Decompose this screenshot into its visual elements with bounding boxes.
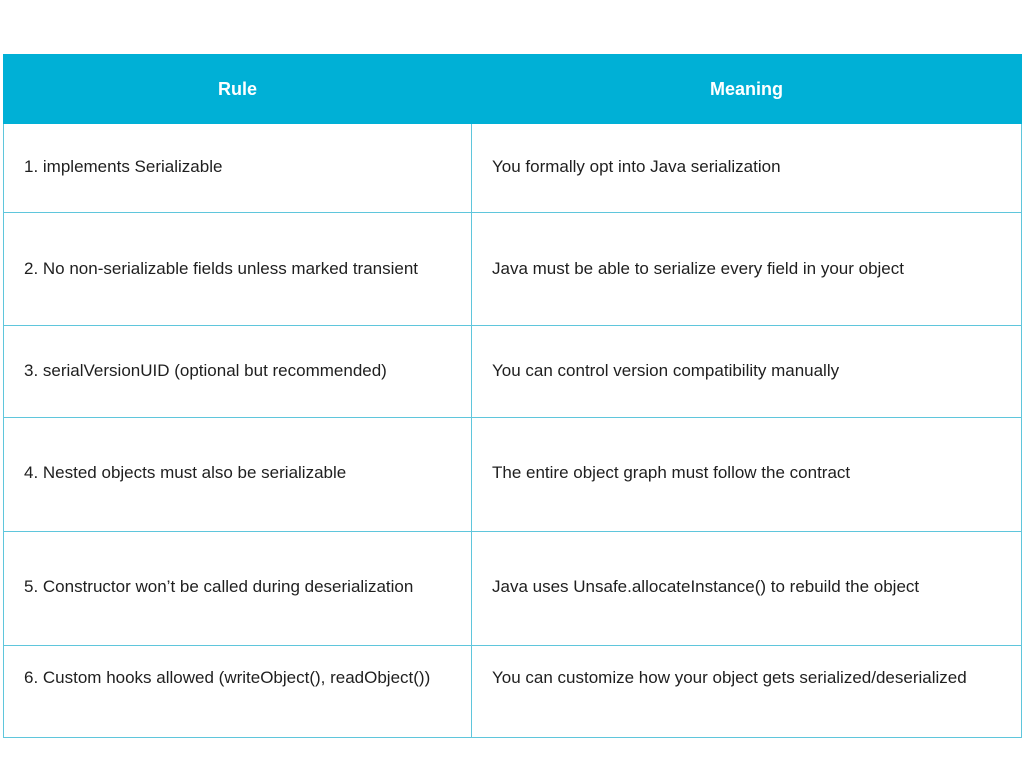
table-row — [4, 124, 1022, 213]
table-header — [4, 55, 1022, 124]
table-row — [4, 213, 1022, 326]
meaning-cell — [472, 124, 1022, 213]
meaning-cell — [472, 418, 1022, 532]
meaning-text: Java must be able to serialize every field in your object — [492, 259, 904, 278]
rule-text: 2. No non-serializable fields unless marked transient — [24, 259, 419, 278]
meaning-cell — [472, 532, 1022, 646]
table-row — [4, 532, 1022, 646]
rule-cell — [4, 418, 472, 532]
meaning-text: Java uses Unsafe.allocateInstance() to rebuild the object — [492, 577, 920, 596]
rule-text: 4. Nested objects must also be serializable — [24, 463, 347, 482]
meaning-cell — [472, 213, 1022, 326]
meaning-text: The entire object graph must follow the contract — [492, 463, 851, 482]
rule-text: 6. Custom hooks allowed (writeObject(), readObject()) — [24, 668, 431, 687]
rule-text: 3. serialVersionUID (optional but recommended) — [24, 361, 387, 380]
rule-cell — [4, 213, 472, 326]
table-row — [4, 646, 1022, 738]
rule-cell — [4, 532, 472, 646]
meaning-cell — [472, 646, 1022, 738]
table-body — [4, 124, 1022, 738]
rules-table — [3, 54, 1022, 738]
header-row — [4, 55, 1022, 124]
rule-cell — [4, 646, 472, 738]
rule-text: 1. implements Serializable — [24, 157, 223, 176]
column-header-rule: Rule — [4, 55, 472, 124]
rule-text: 5. Constructor won’t be called during deserialization — [24, 577, 414, 596]
column-header-meaning: Meaning — [472, 55, 1022, 124]
meaning-cell — [472, 326, 1022, 418]
table-row — [4, 418, 1022, 532]
table-row — [4, 326, 1022, 418]
meaning-text: You formally opt into Java serialization — [492, 157, 781, 176]
rule-cell — [4, 326, 472, 418]
meaning-text: You can control version compatibility manually — [492, 361, 840, 380]
rule-cell — [4, 124, 472, 213]
meaning-text: You can customize how your object gets serialized/deserialized — [492, 668, 967, 687]
